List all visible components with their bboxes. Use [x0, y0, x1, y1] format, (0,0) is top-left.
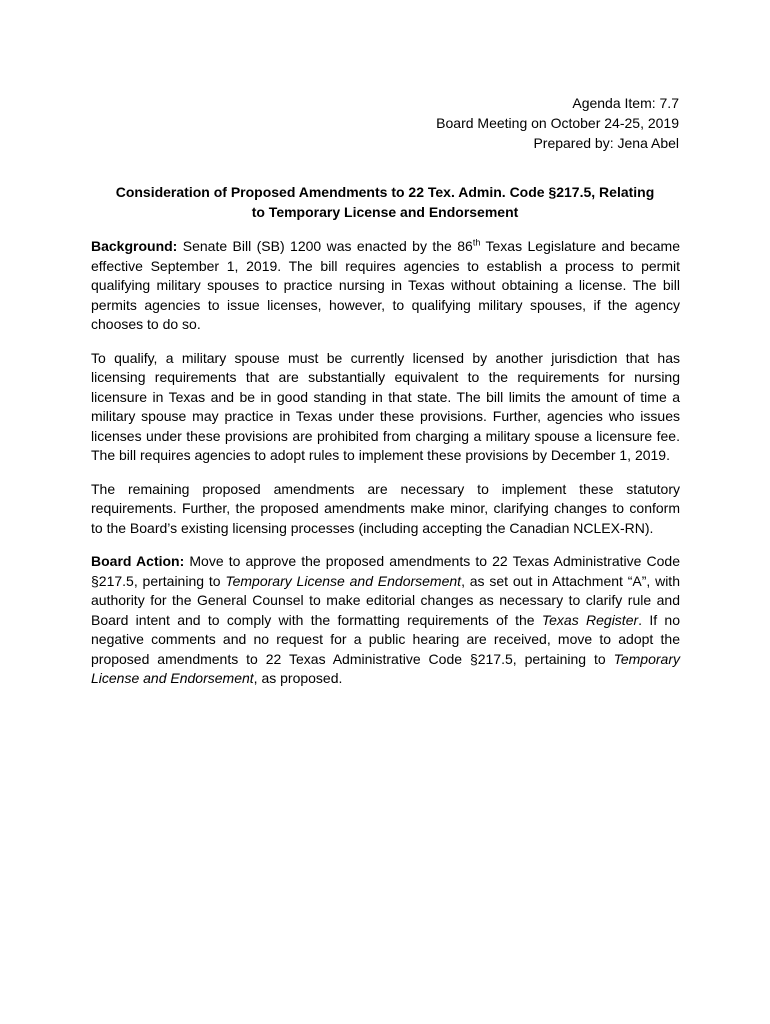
qualification-paragraph: To qualify, a military spouse must be currently licensed by another jurisdiction that has licensing requirements that are substantially equivalent to the requirements for nursing licensure in Texas and be in good standing in that state. The bill limits the amount of time a military spouse may practice in Texas under these provisions. Further, agencies who issues licenses under these provisions are prohibited from charging a military spouse a licensure fee. The bill requires agencies to adopt rules to implement these provisions by December 1, 2019.: [91, 349, 680, 463]
board-action-italic-a: Temporary License and Endorsement: [225, 572, 462, 589]
document-title: [91, 182, 679, 222]
document-body: [91, 237, 680, 703]
board-action-text-c: . If no negative comments and no request for a public hearing are received, move to adopt the proposed amendments to 22 Texas Administrative Code §217.5, pertaining to: [91, 611, 681, 667]
background-text-a: Senate Bill (SB) 1200 was enacted by the 86: [177, 238, 473, 254]
remaining-amendments-paragraph: The remaining proposed amendments are necessary to implement these statutory requirements. Further, the proposed amendments make minor, clarifying changes to conform to the Board’s existing licensing processes (including accepting the Canadian NCLEX-RN).: [91, 480, 680, 536]
ordinal-superscript: th: [472, 237, 481, 248]
board-action-label: Board Action:: [91, 553, 185, 569]
agenda-header: [279, 93, 679, 153]
background-text-b: Texas Legislature and became effective September 1, 2019. The bill requires agencies to establish a process to permit qualifying military spouses to practice nursing in Texas without obtaining a license. The bill permits agencies to issue licenses, however, to qualifying military spouses, if the agency chooses to do so.: [91, 238, 680, 332]
prepared-by: Prepared by: Jena Abel: [533, 135, 679, 151]
board-action-text-a: Move to approve the proposed amendments to 22 Texas Administrative Code §217.5, pertaining to: [91, 553, 680, 589]
agenda-item: Agenda Item: 7.7: [572, 95, 679, 111]
board-action-italic-b: Texas Register: [541, 611, 639, 628]
background-label: Background:: [91, 238, 178, 254]
meeting-date: Board Meeting on October 24-25, 2019: [436, 115, 679, 131]
background-paragraph: [91, 237, 680, 335]
board-action-paragraph: [91, 552, 680, 689]
title-line-1: Consideration of Proposed Amendments to 22 Tex. Admin. Code §217.5, Relating: [115, 184, 655, 200]
board-action-text-d: , as proposed.: [253, 670, 343, 686]
board-action-text-b: , as set out in Attachment “A”, with authority for the General Counsel to make editorial changes as necessary to clarify rule and Board intent and to comply with the formatting requirements of the: [91, 572, 680, 628]
board-action-italic-c: Temporary License and Endorsement: [91, 650, 680, 686]
title-line-2: to Temporary License and Endorsement: [251, 204, 519, 220]
